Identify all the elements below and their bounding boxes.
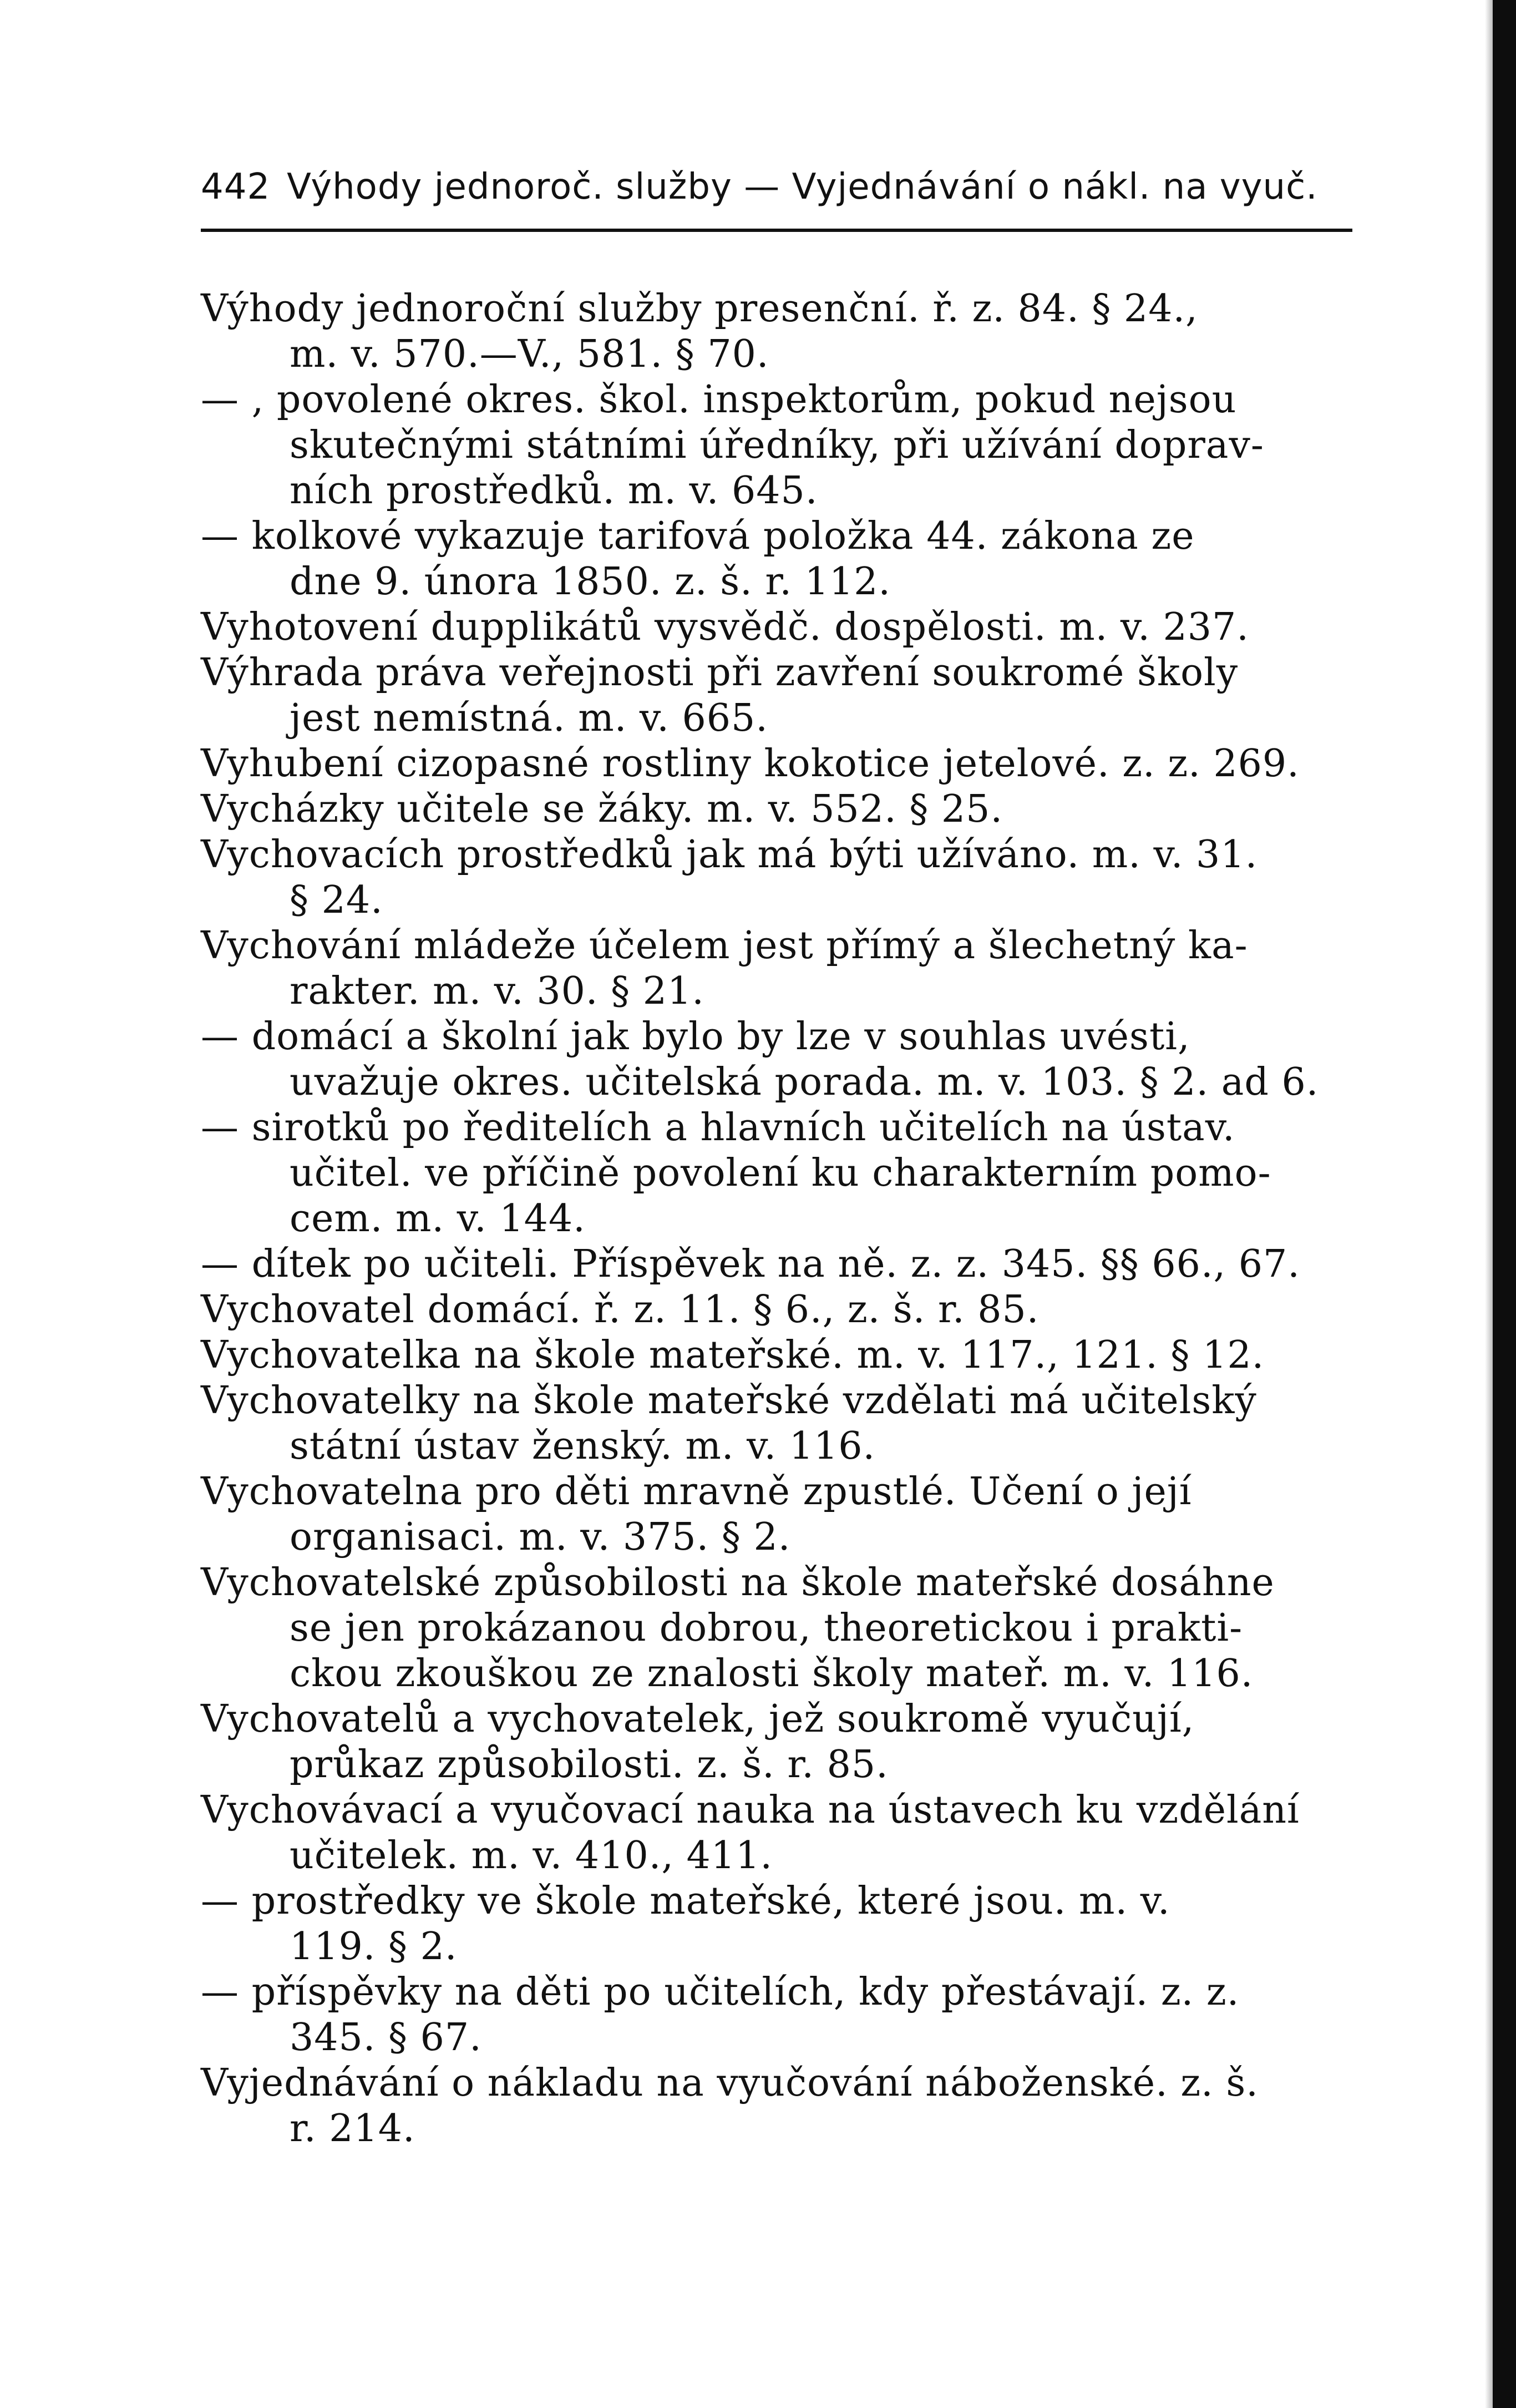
index-line: — prostředky ve škole mateřské, které jsou. m. v. xyxy=(201,1879,1170,1923)
index-line: státní ústav ženský. m. v. 116. xyxy=(290,1424,876,1468)
index-line: 119. § 2. xyxy=(290,1925,458,1969)
index-line: učitelek. m. v. 410., 411. xyxy=(290,1834,773,1878)
scan-page-edge xyxy=(1493,0,1516,2408)
index-line: § 24. xyxy=(290,878,383,922)
index-line: cem. m. v. 144. xyxy=(290,1197,586,1241)
index-line: Vychovatelky na škole mateřské vzdělati má učitelský xyxy=(201,1379,1257,1423)
index-line: Vychovatelské způsobilosti na škole mateřské dosáhne xyxy=(201,1561,1275,1605)
index-line: organisaci. m. v. 375. § 2. xyxy=(290,1515,791,1559)
index-line: — , povolené okres. škol. inspektorům, pokud nejsou xyxy=(201,378,1237,422)
running-title: Výhody jednoroč. služby — Vyjednávání o nákl. na vyuč. xyxy=(287,166,1318,208)
page-number: 442 xyxy=(201,166,271,208)
book-page xyxy=(201,166,1355,2152)
index-line: Vychovatelna pro děti mravně zpustlé. Učení o její xyxy=(201,1470,1192,1514)
index-line: Vychování mládeže účelem jest přímý a šlechetný ka- xyxy=(201,924,1248,968)
index-line: Vychovatel domácí. ř. z. 11. § 6., z. š. r. 85. xyxy=(201,1288,1040,1332)
index-line: Výhody jednoroční služby presenční. ř. z. 84. § 24., xyxy=(201,287,1198,331)
index-line: m. v. 570.—V., 581. § 70. xyxy=(290,332,769,376)
index-line: učitel. ve příčině povolení ku charakterním pomo- xyxy=(290,1151,1271,1195)
index-line: ních prostředků. m. v. 645. xyxy=(290,469,818,513)
index-line: Vychovacích prostředků jak má býti užíváno. m. v. 31. xyxy=(201,833,1258,877)
index-line: Vyhubení cizopasné rostliny kokotice jetelové. z. z. 269. xyxy=(201,742,1300,786)
index-line: 345. § 67. xyxy=(290,2016,482,2060)
index-line: r. 214. xyxy=(290,2107,415,2151)
index-line: skutečnými státními úředníky, při užívání doprav- xyxy=(290,423,1264,467)
index-line: Vycházky učitele se žáky. m. v. 552. § 25. xyxy=(201,787,1003,831)
index-line: se jen prokázanou dobrou, theoretickou i prakti- xyxy=(290,1606,1243,1650)
index-line: — domácí a školní jak bylo by lze v souhlas uvésti, xyxy=(201,1015,1190,1059)
index-line: dne 9. února 1850. z. š. r. 112. xyxy=(290,560,891,604)
index-line: jest nemístná. m. v. 665. xyxy=(290,696,768,740)
index-line: Vychovatelů a vychovatelek, jež soukromě vyučují, xyxy=(201,1697,1195,1741)
index-line: Vychovatelka na škole mateřské. m. v. 117., 121. § 12. xyxy=(201,1333,1265,1377)
index-line: rakter. m. v. 30. § 21. xyxy=(290,969,704,1013)
index-line: — kolkové vykazuje tarifová položka 44. zákona ze xyxy=(201,514,1195,558)
index-line: Vyhotovení dupplikátů vysvědč. dospělosti. m. v. 237. xyxy=(201,605,1249,649)
index-entries xyxy=(201,286,1355,2152)
index-line: průkaz způsobilosti. z. š. r. 85. xyxy=(290,1743,889,1787)
header-rule xyxy=(201,229,1352,232)
index-line: — sirotků po ředitelích a hlavních učitelích na ústav. xyxy=(201,1106,1235,1150)
index-line: — dítek po učiteli. Příspěvek na ně. z. z. 345. §§ 66., 67. xyxy=(201,1242,1300,1286)
index-line: Vyjednávání o nákladu na vyučování náboženské. z. š. xyxy=(201,2061,1259,2105)
running-head xyxy=(201,166,1355,216)
index-line: ckou zkouškou ze znalosti školy mateř. m. v. 116. xyxy=(290,1652,1254,1696)
index-line: — příspěvky na děti po učitelích, kdy přestávají. z. z. xyxy=(201,1970,1240,2014)
index-line: Vychovávací a vyučovací nauka na ústavech ku vzdělání xyxy=(201,1788,1300,1832)
index-line: Výhrada práva veřejnosti při zavření soukromé školy xyxy=(201,651,1239,695)
index-line: uvažuje okres. učitelská porada. m. v. 103. § 2. ad 6. xyxy=(290,1060,1319,1104)
